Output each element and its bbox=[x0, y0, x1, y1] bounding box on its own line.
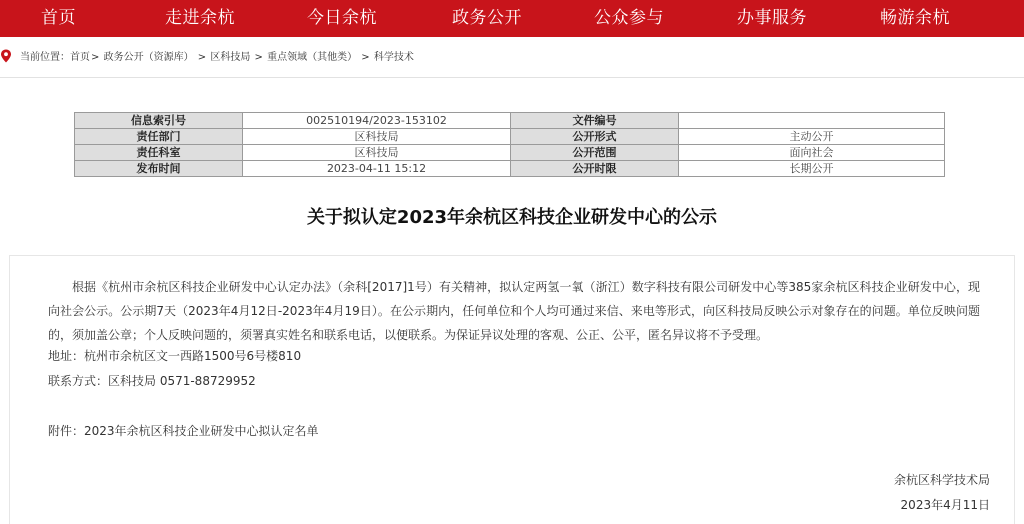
signature: 余杭区科学技术局 bbox=[893, 473, 990, 487]
info-key-office: 责任科室 bbox=[75, 145, 243, 161]
sign-date: 2023年4月11日 bbox=[900, 498, 990, 512]
attachment-link[interactable]: 附件：2023年余杭区科技企业研发中心拟认定名单 bbox=[48, 424, 319, 438]
article-body: 根据《杭州市余杭区科技企业研发中心认定办法》（余科[2017]1号）有关精神，拟认定两氢一氧（浙江）数字科技有限公司研发中心等385家余杭区科技企业研发中心，现向社会公示。公示期7天（2023年4月12日-2023年4月19日）。在公示期内，任何单位和个人均可通过来信、来电等形式，向区科技局反映公示对象存在的问题。单位反映问题的，须加盖公章；个人反映问题的，须署真实姓名和联系电话，以便联系。为保证异议处理的客观、公正、公平，匿名异议将不予受理。 bbox=[48, 280, 980, 342]
breadcrumb-science-bureau[interactable]: 区科技局 bbox=[210, 52, 251, 63]
info-value-form: 主动公开 bbox=[679, 129, 945, 145]
breadcrumb-key-areas[interactable]: 重点领域（其他类） bbox=[267, 52, 358, 63]
nav-item-about-yuhang[interactable]: 走进余杭 bbox=[165, 8, 235, 28]
nav-item-today-yuhang[interactable]: 今日余杭 bbox=[307, 8, 377, 28]
breadcrumb bbox=[20, 52, 414, 64]
info-key-index: 信息索引号 bbox=[75, 113, 243, 129]
breadcrumb-science-technology[interactable]: 科学技术 bbox=[373, 52, 414, 63]
info-key-scope: 公开范围 bbox=[511, 145, 679, 161]
map-pin-icon bbox=[0, 49, 12, 63]
breadcrumb-bar bbox=[0, 37, 1024, 78]
info-key-term: 公开时限 bbox=[511, 161, 679, 177]
info-value-scope: 面向社会 bbox=[679, 145, 945, 161]
breadcrumb-separator: > bbox=[254, 52, 263, 63]
article-content bbox=[9, 255, 1015, 524]
nav-item-public-participation[interactable]: 公众参与 bbox=[594, 8, 664, 28]
info-value-index: 002510194/2023-153102 bbox=[243, 113, 511, 129]
nav-item-tourism[interactable]: 畅游余杭 bbox=[880, 8, 950, 28]
table-row bbox=[75, 145, 945, 161]
nav-item-government-affairs[interactable]: 政务公开 bbox=[452, 8, 522, 28]
info-value-department: 区科技局 bbox=[243, 129, 511, 145]
document-info-table bbox=[74, 112, 945, 177]
breadcrumb-separator: > bbox=[197, 52, 207, 63]
breadcrumb-home[interactable]: 首页 bbox=[70, 52, 90, 63]
nav-item-services[interactable]: 办事服务 bbox=[737, 8, 807, 28]
info-key-form: 公开形式 bbox=[511, 129, 679, 145]
breadcrumb-government-affairs[interactable]: 政务公开（资源库） bbox=[103, 52, 194, 63]
page-title: 关于拟认定2023年余杭区科技企业研发中心的公示 bbox=[306, 207, 718, 228]
table-row bbox=[75, 161, 945, 177]
table-row bbox=[75, 113, 945, 129]
contact-address: 地址：杭州市余杭区文一西路1500号6号楼810 bbox=[48, 349, 302, 363]
table-row bbox=[75, 129, 945, 145]
info-value-term: 长期公开 bbox=[679, 161, 945, 177]
info-value-office: 区科技局 bbox=[243, 145, 511, 161]
info-value-doc-number bbox=[679, 113, 945, 129]
contact-phone: 联系方式：区科技局 0571-88729952 bbox=[48, 374, 256, 388]
breadcrumb-separator: > bbox=[361, 52, 370, 63]
info-key-doc-number: 文件编号 bbox=[511, 113, 679, 129]
info-key-department: 责任部门 bbox=[75, 129, 243, 145]
breadcrumb-separator: > bbox=[91, 52, 100, 63]
nav-item-home[interactable]: 首页 bbox=[41, 8, 76, 28]
top-navigation bbox=[0, 0, 1024, 37]
info-key-publish-date: 发布时间 bbox=[75, 161, 243, 177]
breadcrumb-prefix: 当前位置： bbox=[20, 52, 70, 63]
info-value-publish-date: 2023-04-11 15:12 bbox=[243, 161, 511, 177]
